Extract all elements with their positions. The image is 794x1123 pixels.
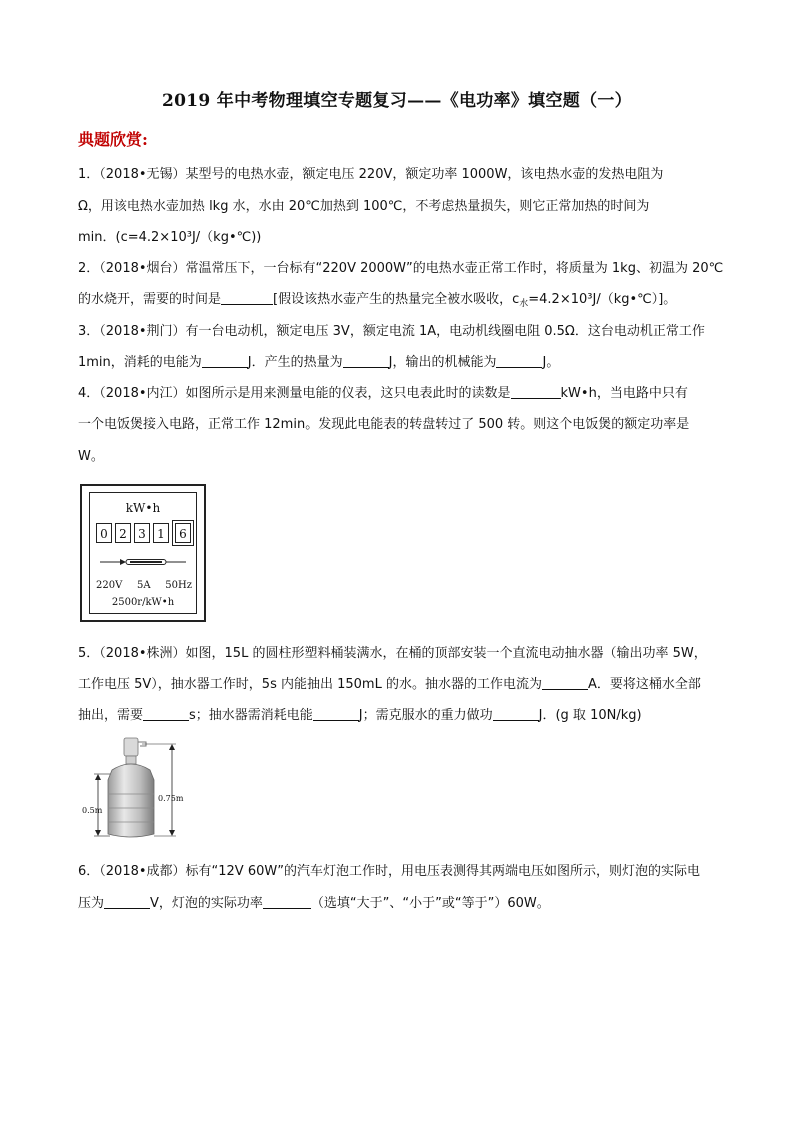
- q6-text-c: （选填“大于”、“小于”或“等于”）60W。: [310, 896, 550, 911]
- meter-digit: 1: [153, 523, 169, 543]
- q4-line-1: [78, 385, 724, 403]
- q3-text-d: J。: [542, 355, 560, 370]
- q2-line-2: [78, 291, 724, 313]
- meter-rotor-icon: [98, 557, 188, 567]
- q3-line-2: [78, 354, 724, 372]
- answer-blank[interactable]: [313, 707, 359, 721]
- answer-blank[interactable]: [511, 385, 561, 399]
- answer-blank[interactable]: [496, 354, 542, 368]
- q2-line-1: 2．（2018•烟台）常温常压下，一台标有“220V 2000W”的电热水壶正常工作时，将质量为 1kg、初温为 20℃: [78, 261, 724, 276]
- electric-meter-figure: [80, 484, 206, 622]
- bottle-height-label: 0.5m: [82, 806, 103, 815]
- meter-digit: 0: [96, 523, 112, 543]
- q5-text-a: 工作电压 5V），抽水器工作时，5s 内能抽出 150mL 的水。抽水器的工作电流为: [78, 677, 542, 692]
- q1-line-1: 1．（2018•无锡）某型号的电热水壶，额定电压 220V，额定功率 1000W，该电热水壶的发热电阻为: [78, 167, 664, 182]
- q3-text-c: J，输出的机械能为: [388, 355, 497, 370]
- answer-blank[interactable]: [343, 354, 389, 368]
- meter-digits: [96, 523, 194, 543]
- q5-line-1: 5．（2018•株洲）如图，15L 的圆柱形塑料桶装满水，在桶的顶部安装一个直流电动抽水器（输出功率 5W，: [78, 646, 707, 661]
- q3-line-1: 3．（2018•荆门）有一台电动机，额定电压 3V，额定电流 1A，电动机线圈电阻 0.5Ω．这台电动机正常工作: [78, 324, 705, 339]
- q5-text-c: J；需克服水的重力做功: [358, 708, 493, 723]
- meter-unit: kW•h: [125, 501, 161, 515]
- q6-line-2: [78, 895, 724, 913]
- q2-text-c: =4.2×10³J/（kg•℃）]。: [528, 292, 677, 307]
- meter-digit-decimal: 6: [175, 523, 191, 543]
- q4-line-3: W。: [78, 449, 104, 464]
- water-bottle-figure: [80, 734, 190, 844]
- page-title: 2019 年中考物理填空专题复习——《电功率》填空题（一）: [162, 91, 632, 111]
- meter-frequency: 50Hz: [165, 580, 192, 591]
- meter-specs: [96, 580, 192, 591]
- total-height-label: 0.75m: [158, 794, 184, 803]
- meter-panel: [89, 492, 197, 614]
- q5-text-b: A．要将这桶水全部: [587, 677, 701, 692]
- section-heading: 典题欣赏:: [78, 130, 148, 149]
- q3-text-a: 1min，消耗的电能为: [78, 355, 202, 370]
- water-bottle-icon: [80, 734, 190, 844]
- answer-blank[interactable]: [493, 707, 539, 721]
- answer-blank[interactable]: [104, 895, 150, 909]
- q2-subscript: 水: [519, 299, 529, 309]
- meter-rate: 2500r/kW•h: [111, 597, 175, 608]
- q2-text-b: [假设该热水壶产生的热量完全被水吸收，c: [273, 292, 520, 307]
- q5-line-3: [78, 707, 724, 725]
- answer-blank[interactable]: [143, 707, 189, 721]
- answer-blank[interactable]: [542, 676, 588, 690]
- meter-voltage: 220V: [96, 580, 123, 591]
- q4-line-2: 一个电饭煲接入电路，正常工作 12min。发现此电能表的转盘转过了 500 转。则这个电饭煲的额定功率是: [78, 417, 690, 432]
- q1-line-2: Ω，用该电热水壶加热 lkg 水，水由 20℃加热到 100℃，不考虑热量损失，则它正常加热的时间为: [78, 199, 650, 214]
- meter-digit: 3: [134, 523, 150, 543]
- q6-text-a: 压为: [78, 896, 105, 911]
- q6-text-b: V，灯泡的实际功率: [150, 896, 263, 911]
- meter-digit: 2: [115, 523, 131, 543]
- q4-text-b: kW•h，当电路中只有: [560, 386, 688, 401]
- q1-line-3: min．(c=4.2×10³J/（kg•℃)): [78, 230, 262, 245]
- q4-text-a: 4．（2018•内江）如图所示是用来测量电能的仪表，这只电表此时的读数是: [78, 386, 511, 401]
- q5-line-2: [78, 676, 724, 694]
- q5-text-a: 抽出，需要: [78, 708, 144, 723]
- answer-blank[interactable]: [202, 354, 248, 368]
- q5-text-b: s；抽水器需消耗电能: [189, 708, 313, 723]
- q5-text-d: J．(g 取 10N/kg): [538, 708, 642, 723]
- answer-blank[interactable]: [221, 291, 273, 305]
- q2-text-a: 的水烧开，需要的时间是: [78, 292, 222, 307]
- answer-blank[interactable]: [263, 895, 311, 909]
- meter-current: 5A: [137, 580, 151, 591]
- q3-text-b: J．产生的热量为: [247, 355, 343, 370]
- q6-line-1: 6．（2018•成都）标有“12V 60W”的汽车灯泡工作时，用电压表测得其两端电压如图所示，则灯泡的实际电: [78, 864, 700, 879]
